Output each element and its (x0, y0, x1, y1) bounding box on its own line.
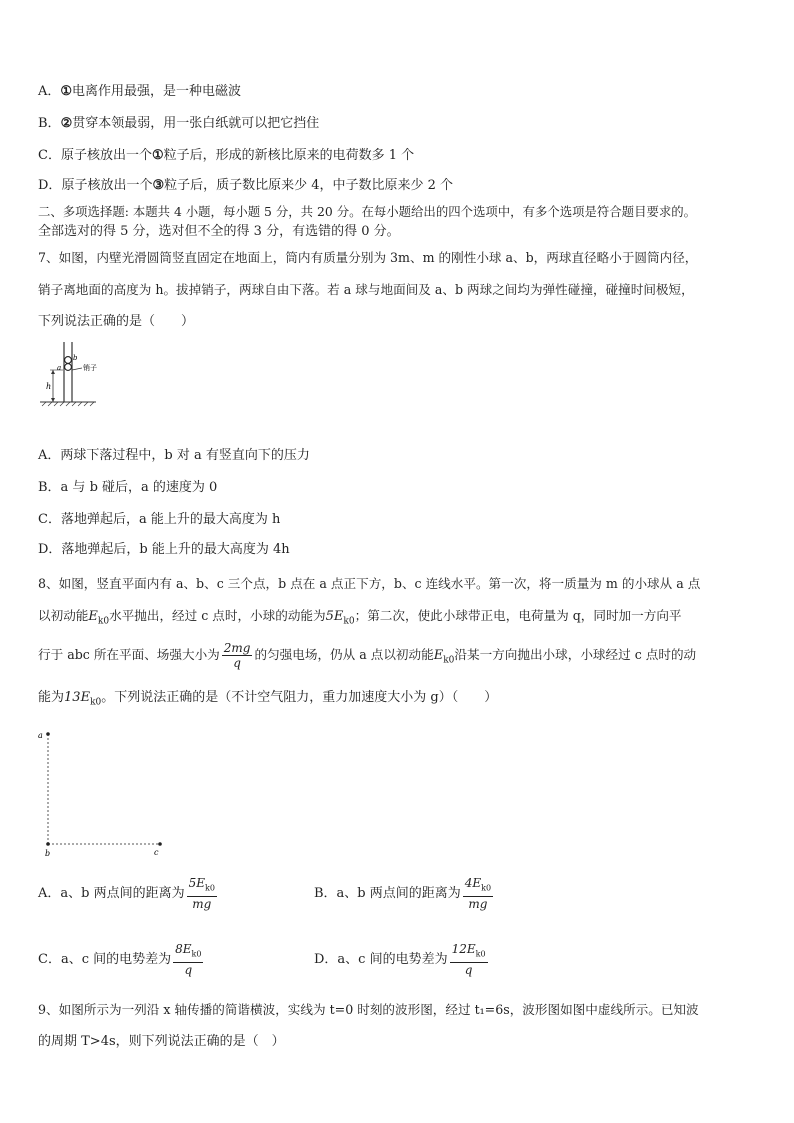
field-fraction: $\frac{2mg}{q}$ (223, 641, 251, 670)
fig8-label-b: b (45, 849, 51, 858)
fig7-label-h: h (46, 382, 52, 391)
q8-option-b: B．a、b 两点间的距离为 $\frac{4E_{k0}}{mg}$ (314, 876, 492, 911)
fig7-label-b: b (73, 354, 78, 362)
q8-stem-line1: 8、如图，竖直平面内有 a、b、c 三个点，b 点在 a 点正下方，b、c 连线水平。第一次，将一质量为 m 的小球从 a 点 (38, 576, 701, 591)
fig7-label-a: a (57, 364, 62, 372)
q7-option-c: C．落地弹起后，a 能上升的最大高度为 h (38, 512, 281, 527)
fig7-label-pin: 销子 (83, 364, 97, 372)
q8-stem-line2: 以初动能$E_{k0}$水平抛出，经过 c 点时，小球的动能为$5E_{k0}$；第二次，使此小球带正电，电荷量为 q，同时加一方向平 (38, 608, 682, 627)
q7-stem-line3: 下列说法正确的是（ ） (38, 314, 195, 329)
q6-option-b: B．②贯穿本领最弱，用一张白纸就可以把它挡住 (38, 116, 320, 131)
q6-option-d: D．原子核放出一个③粒子后，质子数比原来少 4，中子数比原来少 2 个 (38, 178, 454, 193)
q7-stem-line1: 7、如图，内壁光滑圆筒竖直固定在地面上，筒内有质量分别为 3m、m 的刚性小球 a、b，两球直径略小于圆筒内径， (38, 250, 698, 265)
q6-option-a: A．①电离作用最强，是一种电磁波 (38, 84, 242, 99)
q7-option-a: A．两球下落过程中，b 对 a 有竖直向下的压力 (38, 448, 310, 463)
section2-line1: 二、多项选择题: 本题共 4 小题，每小题 5 分，共 20 分。在每小题给出的四个选项中，有多个选项是符合题目要求的。 (38, 204, 697, 219)
q9-stem-line1: 9、如图所示为一列沿 x 轴传播的简谐横波，实线为 t=0 时刻的波形图，经过 t₁=6s，波形图如图中虚线所示。已知波 (38, 1002, 699, 1017)
section2-line2: 全部选对的得 5 分，选对但不全的得 3 分，有选错的得 0 分。 (38, 224, 400, 239)
q7-figure (40, 340, 110, 410)
ball-b (65, 357, 72, 364)
fig8-label-a: a (38, 731, 43, 740)
ball-a (65, 364, 72, 371)
q8-stem-line4: 能为$13E_{k0}$。下列说法正确的是（不计空气阻力，重力加速度大小为 g）（ ） (38, 690, 498, 708)
q7-option-d: D．落地弹起后，b 能上升的最大高度为 4h (38, 542, 290, 557)
q8-figure (36, 728, 176, 860)
q8-option-c: C．a、c 间的电势差为 $\frac{8E_{k0}}{q}$ (38, 942, 202, 977)
fig8-label-c: c (154, 848, 159, 857)
q8-option-a: A．a、b 两点间的距离为 $\frac{5E_{k0}}{mg}$ (38, 876, 215, 911)
q8-stem-line3: 行于 abc 所在平面、场强大小为 $\frac{2mg}{q}$ 的匀强电场，仍从 a 点以初动能$E_{k0}$沿某一方向抛出小球，小球经过 c 点时的动 (38, 641, 697, 670)
q8-option-d: D．a、c 间的电势差为 $\frac{12E_{k0}}{q}$ (314, 942, 486, 977)
q7-option-b: B．a 与 b 碰后，a 的速度为 0 (38, 480, 218, 495)
q6-option-c: C．原子核放出一个①粒子后，形成的新核比原来的电荷数多 1 个 (38, 148, 415, 163)
ek0-symbol: $E_{k0}$ (88, 609, 110, 627)
q7-stem-line2: 销子离地面的高度为 h。拔掉销子，两球自由下落。若 a 球与地面间及 a、b 两球之间均为弹性碰撞，碰撞时间极短， (38, 282, 694, 297)
q9-stem-line2: 的周期 T>4s，则下列说法正确的是（ ） (38, 1034, 285, 1049)
